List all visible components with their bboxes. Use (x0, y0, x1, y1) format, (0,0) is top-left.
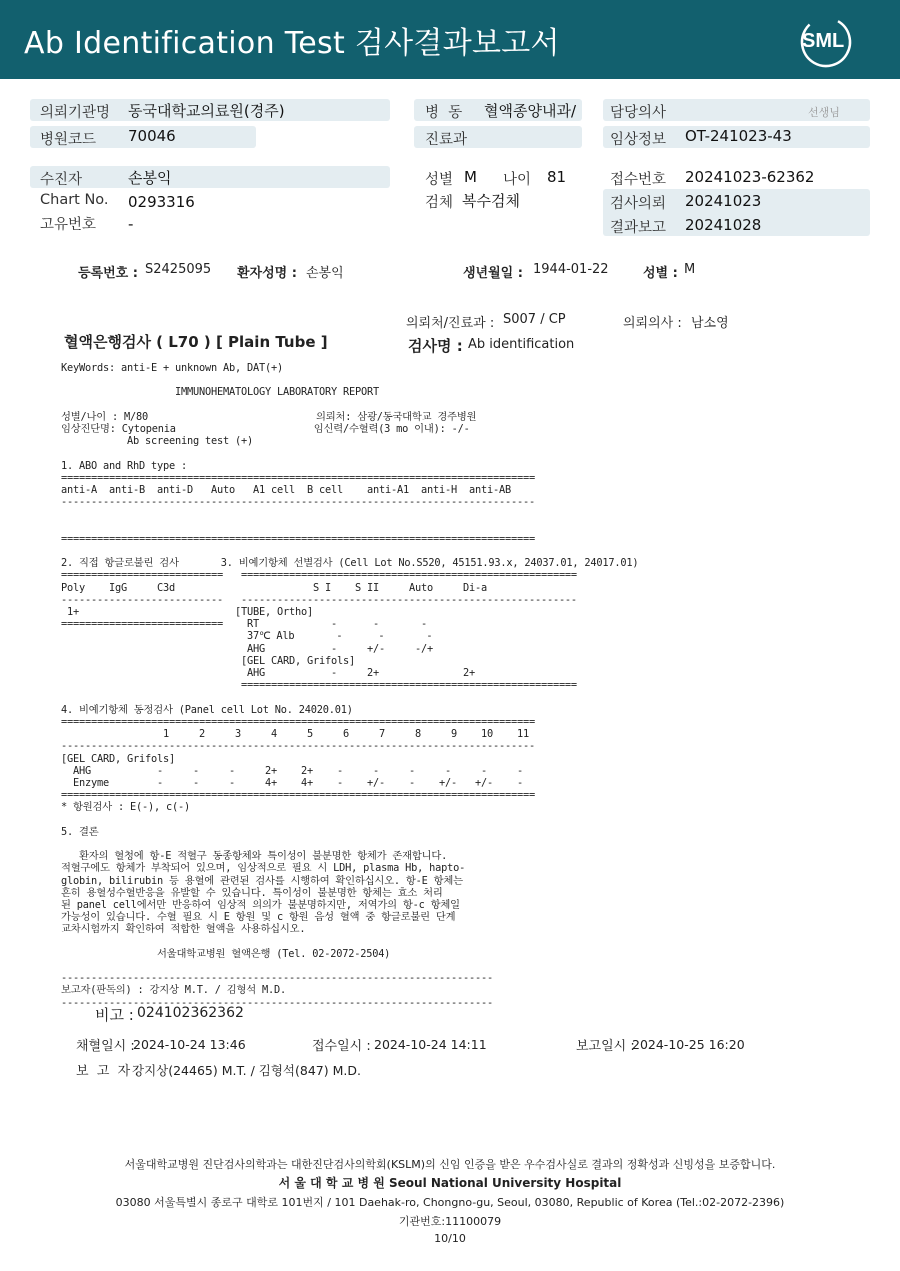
report-line (61, 447, 638, 459)
hospital-address: 03080 서울특별시 종로구 대학로 101번지 / 101 Daehak-ro, Chongno-gu, Seoul, 03080, Republic of Korea (Tel.:02-2072-2396) (115, 1196, 785, 1209)
report-line: =============================================================================== (61, 532, 535, 545)
report-line: 1. ABO and RhD type : (61, 459, 187, 472)
request-date-label: 검사의뢰 (610, 196, 667, 212)
reg-sex-label: 성별 : (643, 266, 678, 281)
report-line (61, 960, 638, 972)
report-line: ------------------------------------------------------------------------------- (61, 740, 535, 753)
org-number: 기관번호:11100079 (398, 1215, 502, 1228)
receipt-no-value: 20241023-62362 (685, 168, 815, 186)
received-value: 2024-10-24 14:11 (374, 1037, 487, 1052)
report-line: 1+ [TUBE, Ortho] (61, 606, 313, 619)
report-title: Ab Identification Test 검사결과보고서 (24, 26, 560, 61)
reported-value: 2024-10-25 16:20 (632, 1037, 745, 1052)
ordering-value: S007 / CP (503, 312, 566, 327)
patient-row (30, 166, 390, 188)
report-line (61, 374, 638, 386)
sex-label: 성별 (425, 172, 454, 188)
uid-value: - (128, 215, 134, 233)
report-line: 흔히 용혈성수혈반응을 유발할 수 있습니다. 특이성이 불분명한 항체는 효소 처리 (61, 886, 443, 899)
dob-label: 생년월일 : (463, 266, 523, 281)
uid-label: 고유번호 (40, 217, 97, 233)
report-line: IMMUNOHEMATOLOGY LABORATORY REPORT (61, 386, 379, 399)
report-line (61, 399, 638, 411)
test-name-label: 검사명 : (408, 337, 463, 355)
report-line: 적혈구에도 항체가 부착되어 있으며, 임상적으로 필요 시 LDH, plasma Hb, hapto- (61, 862, 466, 875)
report-date-label: 결과보고 (610, 220, 667, 236)
reported-label: 보고일시 : (576, 1039, 635, 1054)
ordering-label: 의뢰처/진료과 : (406, 316, 495, 331)
page-number: 10/10 (434, 1232, 466, 1245)
report-line: 서울대학교병원 혈액은행 (Tel. 02-2072-2504) (61, 947, 391, 960)
receipt-no-label: 접수번호 (610, 172, 667, 188)
reg-no-value: S2425095 (145, 262, 212, 277)
ward-label: 병 동 (425, 105, 463, 121)
collected-label: 채혈일시 : (76, 1039, 135, 1054)
report-line: ------------------------------------------------------------------------ (61, 972, 493, 985)
institution-label: 의뢰기관명 (40, 105, 111, 121)
doctor-label: 담당의사 (610, 105, 667, 121)
doctor-suffix: 선생님 (808, 106, 840, 119)
ward-value: 혈액종양내과/ (484, 102, 576, 120)
certification-text: 서울대학교병원 진단검사의학과는 대한진단검사의학회(KSLM)의 신임 인증을 받은 우수검사실로 결과의 정확성과 신빙성을 보증합니다. (124, 1158, 776, 1171)
report-line: =========================== RT - - - (61, 618, 427, 631)
report-line: * 항원검사 : E(-), c(-) (61, 801, 190, 814)
dob-value: 1944-01-22 (533, 262, 609, 277)
report-line: 성별/나이 : M/80 의뢰처: 삼광/동국대학교 경주병원 (61, 410, 477, 423)
reg-sex-value: M (684, 262, 696, 277)
report-line: =============================================================================== (61, 715, 535, 728)
report-line: ------------------------------------------------------------------------ (61, 996, 493, 1009)
hospital-name: 서 울 대 학 교 병 원 Seoul National University Hospital (278, 1176, 622, 1190)
chart-label: Chart No. (40, 192, 109, 208)
report-line: ======================================================== (61, 679, 577, 692)
report-line: 임상진단명: Cytopenia 임신력/수혈력(3 mo 이내): -/- (61, 423, 470, 436)
report-line: =============================================================================== (61, 471, 535, 484)
report-line: Poly IgG C3d S I S II Auto Di-a (61, 581, 487, 594)
report-line: ------------------------------------------------------------------------------- (61, 496, 535, 509)
report-line (61, 521, 638, 533)
report-line (61, 936, 638, 948)
report-line: 가능성이 있습니다. 수혈 필요 시 E 항원 및 c 항원 음성 혈액 중 항글로불린 단계 (61, 911, 456, 924)
patient-label: 수진자 (40, 172, 83, 188)
specimen-label: 검체 (425, 195, 454, 211)
request-date-value: 20241023 (685, 192, 762, 210)
chart-value: 0293316 (128, 193, 195, 211)
report-line (61, 691, 638, 703)
received-label: 접수일시 : (312, 1039, 371, 1054)
ordering-doctor-value: 남소영 (691, 316, 729, 331)
age-value: 81 (547, 168, 567, 186)
clinical-label: 임상정보 (610, 132, 667, 148)
reg-no-label: 등록번호 : (78, 266, 138, 281)
report-date-value: 20241028 (685, 216, 762, 234)
institution-value: 동국대학교의료원(경주) (128, 102, 285, 120)
report-line: --------------------------- -------------------------------------------------------- (61, 593, 577, 606)
specimen-value: 복수검체 (462, 192, 520, 210)
report-line: 환자의 혈청에 항-E 적혈구 동종항체와 특이성이 불분명한 항체가 존재합니다. (61, 850, 448, 863)
name-value: 손봉익 (306, 266, 344, 281)
report-line: AHG - - - 2+ 2+ - - - - - - (61, 764, 523, 777)
report-line: AHG - +/- -/+ (61, 642, 433, 655)
hospital-code-label: 병원코드 (40, 132, 97, 148)
report-line: 보고자(판독의) : 강지상 M.T. / 김형석 M.D. (61, 984, 286, 997)
report-line (61, 838, 638, 850)
clinical-value: OT-241023-43 (685, 127, 792, 145)
report-line: anti-A anti-B anti-D Auto A1 cell B cell anti-A1 anti-H anti-AB (61, 484, 511, 497)
age-label: 나이 (503, 172, 532, 188)
hospital-code-value: 70046 (128, 127, 176, 145)
report-line: =============================================================================== (61, 789, 535, 802)
test-name-value: Ab identification (468, 337, 575, 352)
test-title: 혈액은행검사 ( L70 ) [ Plain Tube ] (64, 333, 328, 351)
lab-report-body (61, 362, 638, 1009)
report-line: 5. 결론 (61, 825, 99, 838)
report-line: 교차시험까지 확인하여 적합한 혈액을 사용하십시오. (61, 923, 306, 936)
report-line: AHG - 2+ 2+ (61, 667, 475, 680)
report-line: KeyWords: anti-E + unknown Ab, DAT(+) (61, 362, 283, 374)
reporter-value: 강지상(24465) M.T. / 김형석(847) M.D. (132, 1063, 361, 1078)
report-line: 37℃ Alb - - - (61, 630, 433, 643)
report-line (61, 545, 638, 557)
sex-value: M (464, 168, 477, 186)
report-line: 4. 비예기항체 동정검사 (Panel cell Lot No. 24020.01) (61, 703, 353, 716)
name-label: 환자성명 : (237, 266, 297, 281)
patient-value: 손봉익 (128, 169, 172, 187)
report-line: Enzyme - - - 4+ 4+ - +/- - +/- +/- - (61, 776, 523, 789)
report-line (61, 814, 638, 826)
report-line: 된 panel cell에서만 반응하여 임상적 의의가 불분명하지만, 저역가의 항-c 항체일 (61, 898, 460, 911)
report-line: =========================== ======================================================== (61, 569, 577, 582)
reporter-label: 보 고 자 : (76, 1064, 139, 1079)
report-line (61, 508, 638, 520)
report-header (0, 0, 900, 79)
ordering-doctor-label: 의뢰의사 : (623, 316, 682, 331)
report-line: [GEL CARD, Grifols] (61, 752, 175, 765)
logo-text: SML (802, 30, 845, 52)
remark-label: 비고 : (95, 1006, 134, 1024)
report-line: 2. 직접 항글로불린 검사 3. 비예기항체 선별검사 (Cell Lot No.S520, 45151.93.x, 24037.01, 24017.01) (61, 557, 639, 570)
report-line: Ab screening test (+) (61, 435, 253, 448)
collected-value: 2024-10-24 13:46 (133, 1037, 246, 1052)
report-line: 1 2 3 4 5 6 7 8 9 10 11 (61, 728, 529, 741)
remark-value: 024102362362 (137, 1005, 244, 1021)
report-line: globin, bilirubin 등 용혈에 관련된 검사를 시행하여 확인하십시오. 항-E 항체는 (61, 874, 463, 887)
dept-label: 진료과 (425, 132, 468, 148)
report-line: [GEL CARD, Grifols] (61, 654, 355, 667)
